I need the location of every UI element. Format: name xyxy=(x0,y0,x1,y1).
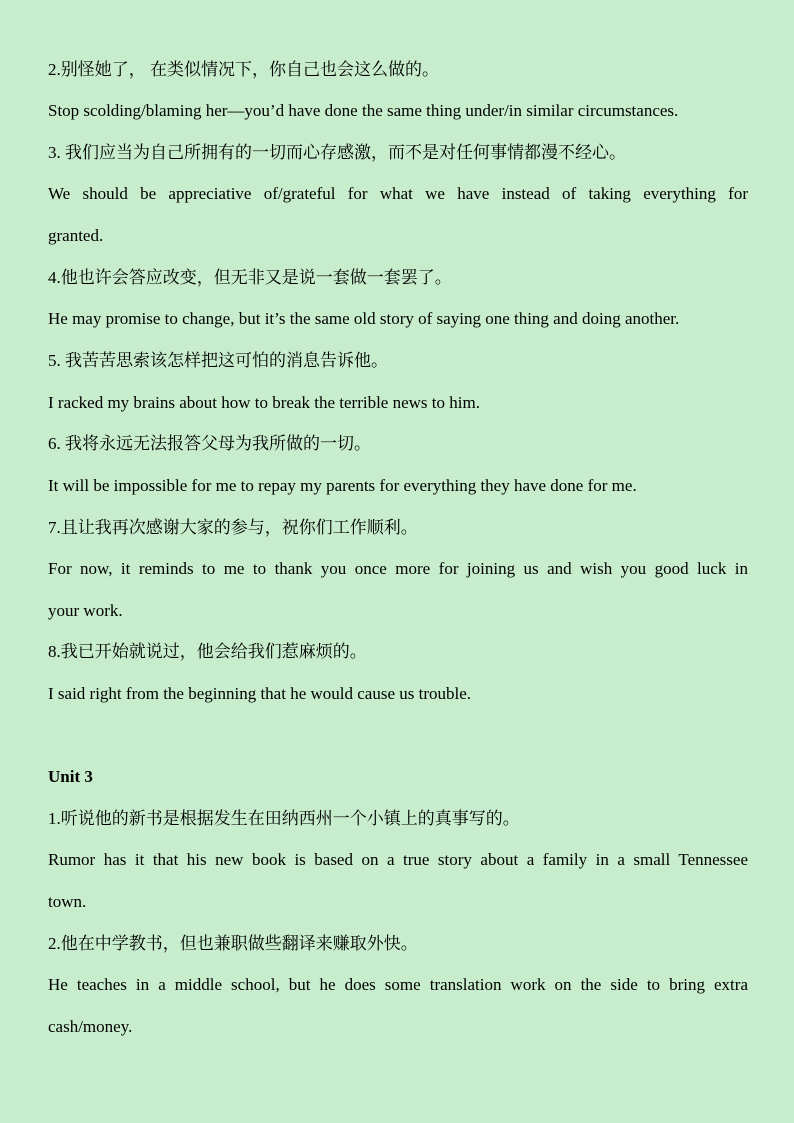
chinese-sentence-8: 8.我已开始就说过，他会给我们惹麻烦的。 xyxy=(48,642,367,661)
english-translation-8: I said right from the beginning that he would cause us trouble. xyxy=(48,684,472,703)
english-translation-2: Stop scolding/blaming her—you’d have done the same thing under/in similar circumstances. xyxy=(48,101,679,120)
chinese-sentence-3: 3. 我们应当为自己所拥有的一切而心存感激，而不是对任何事情都漫不经心。 xyxy=(48,143,626,162)
english-translation-4: He may promise to change, but it’s the same old story of saying one thing and doing another. xyxy=(48,309,680,328)
english-translation-3-line1: We should be appreciative of/grateful for what we have instead of taking everything for xyxy=(48,184,748,203)
english-translation-unit3-1-line2: town. xyxy=(48,892,87,911)
english-translation-unit3-2-line1: He teaches in a middle school, but he does some translation work on the side to bring extra xyxy=(48,975,748,994)
english-translation-7-line2: your work. xyxy=(48,601,123,620)
chinese-sentence-unit3-1: 1.听说他的新书是根据发生在田纳西州一个小镇上的真事写的。 xyxy=(48,809,520,828)
chinese-sentence-7: 7.且让我再次感谢大家的参与，祝你们工作顺利。 xyxy=(48,518,418,537)
english-translation-unit3-2-line2: cash/money. xyxy=(48,1017,133,1036)
chinese-sentence-unit3-2: 2.他在中学教书，但也兼职做些翻译来赚取外快。 xyxy=(48,934,418,953)
section-heading-unit-3: Unit 3 xyxy=(48,767,93,786)
english-translation-7-line1: For now, it reminds to me to thank you once more for joining us and wish you good luck in xyxy=(48,559,748,578)
chinese-sentence-4: 4.他也许会答应改变，但无非又是说一套做一套罢了。 xyxy=(48,268,452,287)
english-translation-3-line2: granted. xyxy=(48,226,104,245)
english-translation-6: It will be impossible for me to repay my parents for everything they have done for me. xyxy=(48,476,637,495)
chinese-sentence-6: 6. 我将永远无法报答父母为我所做的一切。 xyxy=(48,434,371,453)
chinese-sentence-2: 2.别怪她了， 在类似情况下，你自己也会这么做的。 xyxy=(48,60,439,79)
english-translation-5: I racked my brains about how to break the terrible news to him. xyxy=(48,393,480,412)
english-translation-unit3-1-line1: Rumor has it that his new book is based on a true story about a family in a small Tennessee xyxy=(48,850,748,869)
chinese-sentence-5: 5. 我苦苦思索该怎样把这可怕的消息告诉他。 xyxy=(48,351,388,370)
